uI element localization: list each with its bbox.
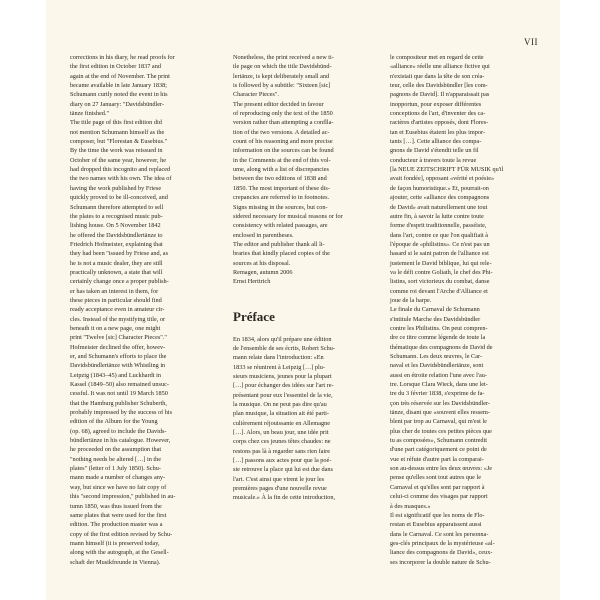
text-line: avait fondée], opposant «vérité et poésie» [390,175,495,183]
text-line: between the two editions of 1838 and [233,175,327,183]
text-line: enclosed in parentheses. [233,231,294,239]
text-line: composer, but "Florestan & Eusebius." [70,138,168,146]
text-line: tre du 3 février 1838, s'exprime de fa- [390,390,485,398]
text-line: corrections in his diary, he read proofs for [70,54,175,61]
text-line: lertänze, is kept deliberately small and [233,72,330,80]
text-line: Le finale du Carnaval de Schumann [390,306,480,314]
text-line: version rather than attempting a conflla- [233,119,334,127]
column-left [70,53,203,567]
text-line: beneath it on a new page, one might [70,324,161,332]
text-line: 1850. The most important of these dis- [233,184,330,192]
text-line: copy of the first edition revised by Schu- [70,530,173,538]
text-line: tänze finished." [70,110,109,118]
text-line: ractères d'artistes opposés, dont Flores- [390,119,489,127]
text-line: he is not a music dealer, they are still [70,259,163,267]
text-line: de David» avait naturellement une tout [390,203,488,211]
text-line: lishing house. On 5 November 1842 [70,222,161,230]
column-middle-bottom [233,335,366,503]
text-line: again at the end of November. The print [70,72,170,80]
text-line: ready acceptance even in amateur cir- [70,306,165,314]
text-line: way, but since we have no fair copy of [70,483,167,491]
text-line: braries that kindly placed copies of the [233,250,330,258]
text-line: conceptions de l'art, d'inventer des ca- [390,110,486,118]
text-line: ajouter, cette «alliance des compagnons [390,194,490,202]
text-line: gnons de David s'étendit telle un fil [390,147,479,155]
text-line: sources at his disposal. [233,259,291,267]
text-line: Nonetheless, the print received a new ti- [233,54,334,61]
page-number: VII [524,37,538,47]
preface-heading: Préface [233,308,275,324]
text-line: dans le Carnaval. Ce sont les personna- [390,530,489,538]
text-line: is followed by a subtitle: "Sixteen [sic] [233,82,331,90]
text-line: ges-clés principaux de la mystérieuse «al- [390,539,495,547]
text-line: mann himself (it is preserved today, [70,539,160,547]
text-line: forme d'esprit traditionnelle, passéiste, [390,222,487,230]
text-line: "nothing needs be altered […] in the [70,455,162,463]
text-line: (op. 68), agreed to include the Davids- [70,427,167,435]
column-right [390,53,523,567]
text-line: Remagen, autumn 2006 [233,268,293,276]
text-line: thématique des compagnons de David de [390,343,493,351]
text-line: having the work published by Friese [70,184,162,192]
text-line: er, and Schumann's efforts to place the [70,353,167,360]
book-page [46,0,560,600]
text-line: mann made a number of changes any- [70,474,166,482]
column-middle [233,53,366,503]
text-line: Kassel (1849–50) also remained unsuc- [70,381,169,389]
text-line: Carnaval et qu'elles sont par rapport à [390,483,485,491]
text-line: l'art. C'est ainsi que virent le jour les [233,475,325,483]
text-line: n'existait que dans la tête de son créa- [390,72,485,80]
text-line: October of the same year, however, he [70,156,166,164]
text-line: same plates that were used for the first [70,511,167,519]
text-line: along with the autograph, at the Gesell- [70,549,169,557]
text-line: çon très réservée sur les Davidsbündler- [390,399,491,407]
text-line: pense qu'elles sont tout autres que le [390,474,482,482]
text-line: justement le David biblique, lui qui rele- [390,259,492,267]
text-line: restan et Eusebius apparaissent aussi [390,521,482,529]
text-line: plates" (letter of 1 July 1850). Schu- [70,465,161,473]
text-line: la musique. On ne peut pas dire qu'au [233,401,327,408]
text-line: ses incorporer la double nature de Schu- [390,558,491,566]
text-line: ume, along with a list of discrepancies [233,166,329,174]
text-line: tants […]. Cette alliance des compa- [390,138,482,146]
text-line: corps chez ces jeunes têtes chaudes: ne [233,438,331,446]
text-line: inopportun, pour exposer différentes [390,100,482,108]
text-line: va le défi contre Goliath, le chef des Phi- [390,268,493,276]
text-line: joue de la harpe. [390,296,432,304]
text-line: cessful. It was not until 19 March 1850 [70,390,168,398]
text-line: bündlertänze in his catalogue. However, [70,437,171,445]
text-line: that the Hamburg publisher Schuberth, [70,399,167,407]
text-line: mann relate dans l'introduction: «En [233,354,324,362]
text-line: tre. Lorsque Clara Wieck, dans une let- [390,381,488,389]
text-line: hasard si le saint patron de l'alliance est [390,250,489,258]
text-line: blent par trop au Carnaval, qui m'est le [390,418,487,426]
text-line: s'intitule Marche des Davidsbündler [390,315,481,323]
text-line: sie retrouve la place qui lui est due dans [233,466,333,474]
text-line: l'époque de «philistins». Ce n'est pas un [390,240,490,248]
text-line: the first edition in October 1837 and [70,63,161,71]
text-line: Davidsbündlertänze with Whistling in [70,362,166,370]
text-line: Signs missing in the sources, but con- [233,203,328,211]
text-line: tänze, disant que «souvent elles ressem- [390,409,490,417]
text-line: comme roi devant l'Arche d'Alliance et [390,287,488,295]
text-line: not mention Schumann himself as the [70,128,165,136]
text-line: tan et Eusebius étaient les plus impor- [390,128,485,136]
text-line: Schumann therefore attempted to sell [70,203,164,211]
text-line: 1833 se réunirent à Leipzig […] plu- [233,363,325,371]
text-line: tle page on which the title Davidsbünd- [233,63,332,71]
column-middle-top [233,53,366,287]
text-line: En 1834, alors qu'il prépare une édition [233,335,332,343]
text-line: restons pas là à regarder sans rien faire [233,447,331,455]
text-line: dre ce titre comme légende de toute la [390,334,486,342]
text-line: […]. Alors, un beau jour, une idée prit [233,429,329,437]
text-line: the plates to a recognised music pub- [70,212,163,220]
text-line: à des masques.» [390,502,431,510]
text-line: sieurs musiciens, jeunes pour la plupart [233,372,332,380]
text-line: schaft der Musikfreunde in Vienna). [70,558,161,566]
text-line: Il est significatif que les noms de Flo- [390,511,485,519]
text-line: plan musique, la situation ait été parti- [233,410,329,418]
text-line: [la NEUE ZEITSCHRIFT FÜR MUSIK qu'il [390,166,504,174]
text-line: The editor and publisher thank all li- [233,240,325,248]
text-line: contre les Philistins. On peut compren- [390,324,488,332]
text-line: «alliance» réelle une alliance fictive qui [390,63,490,71]
text-line: By the time the work was reissued in [70,147,163,155]
text-line: celui-ci comme des visages par rapport [390,493,488,501]
text-line: Character Pieces". [233,91,279,99]
text-line: son au-dessus entre les deux œuvres: «Je [390,465,493,473]
text-line: cles. Instead of the mystifying title, or [70,315,166,323]
text-line: The title page of this first edition did [70,119,162,127]
text-line: présentant pour eux l'essentiel de la vie, [233,391,333,399]
text-line: Ernst Herttrich [233,278,271,286]
text-line: de l'ensemble de ses écrits, Robert Schu- [233,344,335,352]
text-line: information on the sources can be found [233,147,334,155]
text-line: pagnons de David]. Il n'apparaissait pas [390,91,490,99]
text-line: practically unknown, a state that will [70,268,163,276]
text-line: became available in late January 1838; [70,82,168,90]
text-line: count of his reasoning and more precise [233,138,333,146]
text-line: Schumann curtly noted the event in his [70,91,168,99]
text-line: tumn 1850, was thus issued from the [70,502,162,510]
text-line: aussi en étroite relation l'une avec l'au- [390,371,488,379]
text-line: edition. The production master was a [70,521,163,529]
text-line: the two names with his own. The idea of [70,175,172,183]
text-line: Hofmeister declined the offer, howev- [70,343,166,351]
text-line: he proceeded on the assumption that [70,446,162,454]
text-line: they had been "issued by Friese and, as [70,250,169,258]
text-line: consistency with related passages, are [233,222,328,230]
text-line: these pieces in particular should find [70,296,162,304]
text-line: dans l'art, contre ce que l'on qualifiait à [390,231,489,239]
text-line: sidered necessary for musical reasons or for [233,212,343,220]
text-line: d'une part catégoriquement ce point de [390,446,487,454]
text-line: teur, celle des Davidsbündler [les com- [390,82,488,90]
text-line: edition of the Album for the Young [70,418,158,426]
text-line: this "second impression," published in au- [70,493,176,501]
text-line: listins, sort victorieux du combat, danse [390,278,490,286]
text-line: probably impressed by the success of his [70,409,173,417]
text-line: naval et les Davidsbündlertänze, sont [390,362,484,370]
text-line: […] passons aux actes pour que la poé- [233,457,332,465]
text-line: crepancies are referred to in footnotes. [233,194,330,202]
text-line: The present editor decided in favour [233,100,324,108]
text-line: liance des compagnons de David», ceux- [390,549,493,557]
text-line: of reproducing only the text of the 1850 [233,110,333,118]
text-line: plus cher de toutes ces petites pièces que [390,427,492,435]
text-line: culièrement réjouissante en Allemagne [233,419,331,427]
text-line: quickly proved to be ill-conceived, and [70,194,168,202]
text-line: certainly change once a proper publish- [70,278,169,286]
text-line: had dropped this incognito and replaced [70,166,171,174]
text-line: de façon humoristique.» Et, pourrait-on [390,184,489,192]
text-line: tu as composées», Schumann contredit [390,437,488,445]
text-line: musicale.» À la fin de cette introduction, [233,494,336,502]
text-line: autre fin, à savoir la lutte contre toute [390,212,484,220]
text-line: tion of the two versions. A detailed ac- [233,128,330,136]
text-line: print "Twelve [sic] Character Pieces"." [70,334,167,342]
text-line: le compositeur met en regard de cette [390,54,484,61]
text-line: […] pour échanger des idées sur l'art re- [233,382,334,390]
text-line: in the Comments at the end of this vol- [233,156,331,164]
text-line: Friedrich Hofmeister, explaining that [70,240,163,248]
text-line: premières pages d'une nouvelle revue [233,485,327,493]
text-line: diary on 27 January: "Davidsbündler- [70,100,165,108]
text-line: he offered the Davidsbündlertänze to [70,231,163,239]
text-line: conducteur à travers toute la revue [390,156,477,164]
text-line: vue et réfute d'autre part la comparai- [390,455,484,463]
text-line: Leipzig (1843–45) and Luckhardt in [70,371,161,379]
text-line: Schumann. Les deux œuvres, le Car- [390,353,483,360]
text-line: er has taken an interest in them, for [70,287,159,295]
